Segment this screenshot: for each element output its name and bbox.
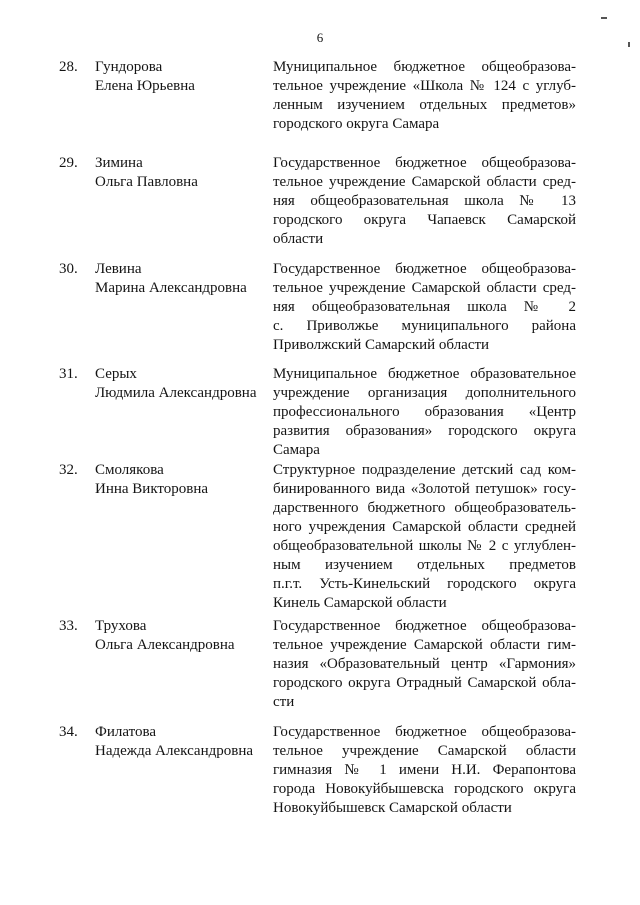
given-names: Ольга Александровна [95, 637, 235, 653]
organization-line: Муниципальное бюджетное образовательное [273, 366, 576, 382]
surname: Филатова [95, 724, 157, 740]
page-number: 6 [316, 30, 324, 45]
person-name [95, 154, 198, 192]
organization-line: Государственное бюджетное общеобразова- [273, 155, 576, 171]
entry-number: 33. [59, 618, 78, 634]
organization [273, 58, 576, 134]
organization-line: с. Приволжье муниципального района [273, 318, 576, 334]
organization-line: Кинель Самарской области [273, 595, 447, 611]
organization-line: тельное учреждение Самарской области гим- [273, 637, 576, 653]
organization-line: городского округа Чапаевск Самарской [273, 212, 576, 228]
organization-line: общеобразовательной школы № 2 с углублен- [273, 538, 576, 554]
organization-line: назия «Образовательный центр «Гармония» [273, 656, 576, 672]
person-name [95, 365, 256, 403]
organization-line: няя общеобразовательная школа № 13 [273, 193, 576, 209]
organization [273, 617, 576, 712]
organization-line: профессионального образования «Центр [273, 404, 576, 420]
person-name [95, 58, 195, 96]
entry-number: 29. [59, 155, 78, 171]
person-name [95, 260, 247, 298]
organization-line: учреждение организация дополнительного [273, 385, 576, 401]
organization-line: ленным изучением отдельных предметов» [273, 97, 576, 113]
organization-line: города Новокуйбышевска городского округа [273, 781, 576, 797]
organization-line: Структурное подразделение детский сад ком- [273, 462, 576, 478]
organization-line: городского округа Отрадный Самарской обла- [273, 675, 576, 691]
person-name [95, 723, 253, 761]
entry-number: 31. [59, 366, 78, 382]
organization-line: тельное учреждение Самарской области [273, 743, 576, 759]
organization [273, 461, 576, 613]
organization-line: дарственного бюджетного общеобразователь- [273, 500, 576, 516]
entry-number: 30. [59, 261, 78, 277]
entry-number: 28. [59, 59, 78, 75]
organization [273, 154, 576, 249]
organization-line: тельное учреждение «Школа № 124 с углуб- [273, 78, 576, 94]
organization-line: бинированного вида «Золотой петушок» госу- [273, 481, 576, 497]
organization-line: области [273, 231, 324, 247]
organization [273, 723, 576, 818]
given-names: Людмила Александровна [95, 385, 257, 401]
given-names: Елена Юрьевна [95, 78, 195, 94]
organization-line: Государственное бюджетное общеобразова- [273, 724, 576, 740]
surname: Серых [95, 366, 137, 382]
given-names: Инна Викторовна [95, 481, 209, 497]
organization-line: тельное учреждение Самарской области сред- [273, 280, 576, 296]
organization [273, 260, 576, 355]
surname: Смолякова [95, 462, 164, 478]
given-names: Надежда Александровна [95, 743, 253, 759]
organization-line: Новокуйбышевск Самарской области [273, 800, 512, 816]
organization-line: городского округа Самара [273, 116, 440, 132]
entry-number: 34. [59, 724, 78, 740]
organization-line: гимназия № 1 имени Н.И. Ферапонтова [273, 762, 576, 778]
organization-line: Самара [273, 442, 320, 458]
surname: Левина [95, 261, 142, 277]
organization-line: тельное учреждение Самарской области сред- [273, 174, 576, 190]
organization-line: развития образования» городского округа [273, 423, 576, 439]
organization-line: няя общеобразовательная школа № 2 [273, 299, 576, 315]
organization-line: сти [273, 694, 295, 710]
organization-line: п.г.т. Усть-Кинельский городского округа [273, 576, 576, 592]
organization-line: Государственное бюджетное общеобразова- [273, 261, 576, 277]
person-name [95, 617, 235, 655]
organization-line: Приволжский Самарский области [273, 337, 490, 353]
person-name [95, 461, 208, 499]
organization-line: Муниципальное бюджетное общеобразова- [273, 59, 576, 75]
entry-number: 32. [59, 462, 78, 478]
scan-mark [628, 42, 630, 47]
given-names: Марина Александровна [95, 280, 247, 296]
organization-line: ным изучением отдельных предметов [273, 557, 576, 573]
surname: Трухова [95, 618, 147, 634]
scan-mark [601, 17, 607, 19]
surname: Зимина [95, 155, 143, 171]
given-names: Ольга Павловна [95, 174, 198, 190]
organization-line: Государственное бюджетное общеобразова- [273, 618, 576, 634]
surname: Гундорова [95, 59, 163, 75]
organization-line: ного учреждения Самарской области средней [273, 519, 576, 535]
organization [273, 365, 576, 460]
